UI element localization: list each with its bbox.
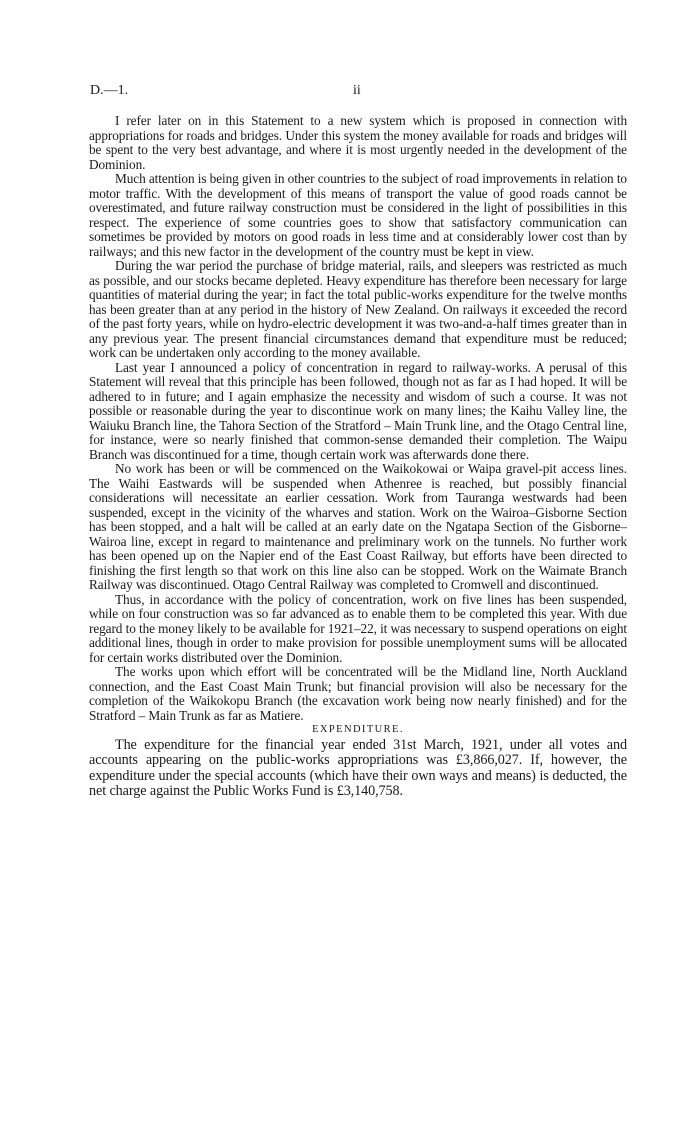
paragraph-suspended-works: No work has been or will be commenced on the Waikokowai or Waipa gravel-pit access lines. The Waihi Eastwards will be suspended when Athenree is reached, but possibly financial considerations will necessitate an earlier cessation. Work from Tauranga westwards had been suspended, except in the vicinity of the wharves and station. Work on the Wairoa–Gisborne Section has been stopped, and a halt will be called at an early date on the Ngatapa Section of the Gisborne–Wairoa line, except in regard to maintenance and preliminary work on the tunnels. No further work has been opened up on the Napier end of the East Coast Railway, but efforts have been directed to finishing the first length so that work on this line also can be stopped. Work on the Waimate Branch Railway was discontinued. Otago Central Railway was completed to Cromwell and discontinued. <box>89 461 627 592</box>
section-heading-expenditure: EXPENDITURE. <box>312 724 404 735</box>
paragraph-five-lines: Thus, in accordance with the policy of concentration, work on five lines has been suspended, while on four construction was so far advanced as to enable them to be completed this year. With due regard to the money likely to be available for 1921–22, it was necessary to suspend operations on eight additional lines, though in order to make provision for possible unemployment sums will be allocated for certain works distributed over the Dominion. <box>89 591 627 665</box>
page-header <box>90 83 630 103</box>
paragraph-expenditure: The expenditure for the financial year ended 31st March, 1921, under all votes and accounts appearing on the public-works appropriations was £3,866,027. If, however, the expenditure under the special accounts (which have their own ways and means) is deducted, the net charge against the Public Works Fund is £3,140,758. <box>89 736 627 800</box>
paragraph-motor-traffic: Much attention is being given in other countries to the subject of road improvements in relation to motor traffic. With the development of this means of transport the value of good roads cannot be overestimated, and future railway construction must be considered in the light of possibilities in this respect. The experience of some countries goes to show that satisfactory communication can sometimes be provided by motors on good roads in less time and at considerably lower cost than by railways; and this new factor in the development of the country must be kept in view. <box>89 171 627 259</box>
paragraph-concentration-policy: Last year I announced a policy of concentration in regard to railway-works. A perusal of this Statement will reveal that this principle has been followed, though not as far as I had hoped. It will be adhered to in future; and I again emphasize the necessity and wisdom of such a course. It was not possible or reasonable during the year to discontinue work on many lines; the Kaihu Valley line, the Waiuku Branch line, the Tahora Section of the Stratford – Main Trunk line, and the Otago Central line, for instance, were so nearly finished that common-sense demanded their completion. The Waipu Branch was discontinued for a time, though certain work was afterwards done there. <box>89 359 627 462</box>
paragraph-concentrated-works: The works upon which effort will be concentrated will be the Midland line, North Auckland connection, and the East Coast Main Trunk; but financial provision will also be necessary for the completion of the Waikokopu Branch (the excavation work being now nearly finished) and for the Stratford – Main Trunk as far as Matiere. <box>89 664 627 723</box>
document-reference: D.—1. <box>90 83 129 98</box>
page-number: ii <box>353 83 361 98</box>
paragraph-war-period: During the war period the purchase of bridge material, rails, and sleepers was restricted as much as possible, and our stocks became depleted. Heavy expenditure has therefore been necessary for large quantities of material during the year; in fact the total public-works expenditure for the twelve months has been greater than at any period in the history of New Zealand. On railways it exceeded the record of the past forty years, while on hydro-electric development it was two-and-a-half times greater than in any previous year. The present financial circumstances demand that expenditure must be reduced; work can be undertaken only according to the money available. <box>89 258 627 360</box>
paragraph-roads-bridges: I refer later on in this Statement to a new system which is proposed in connection with appropriations for roads and bridges. Under this system the money available for roads and bridges will be spent to the very best advantage, and where it is most urgently needed in the development of the Dominion. <box>89 113 627 172</box>
body-text <box>89 114 627 800</box>
